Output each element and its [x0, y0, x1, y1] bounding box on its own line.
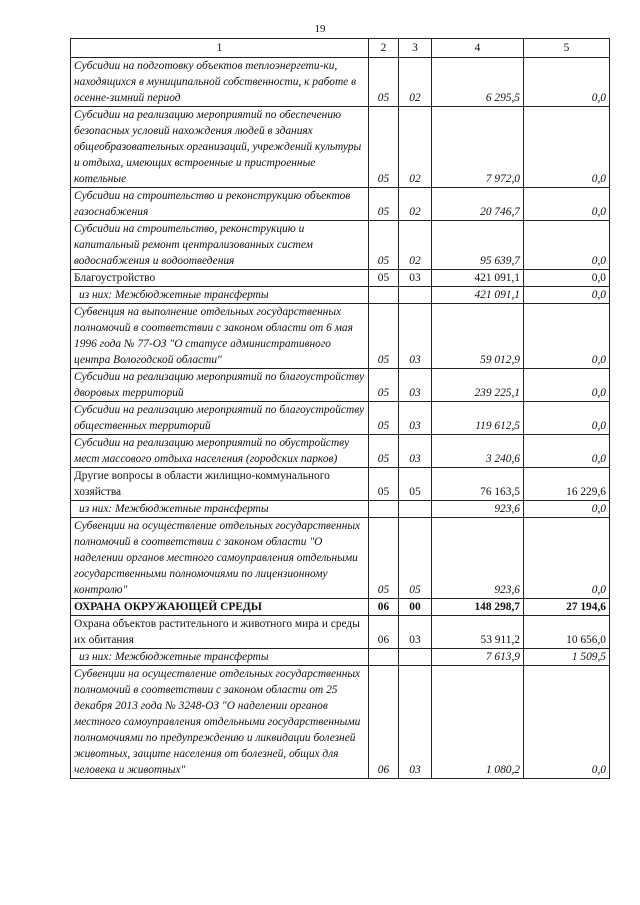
amount-cell: 1 080,2	[432, 666, 524, 779]
table-row	[71, 501, 610, 518]
federal-amount-cell: 0,0	[524, 107, 610, 188]
amount-cell: 3 240,6	[432, 435, 524, 468]
table-row	[71, 518, 610, 599]
subsection-code-cell	[399, 287, 432, 304]
subsection-code-cell: 02	[399, 188, 432, 221]
row-name-cell: Субсидии на строительство и реконструкцию объектов газоснабжения	[71, 188, 369, 221]
row-name-cell: Субвенция на выполнение отдельных государственных полномочий в соответствии с законом области от 6 мая 1996 года № 77-ОЗ "О статусе административного центра Вологодской области"	[71, 304, 369, 369]
section-code-cell: 06	[369, 666, 399, 779]
section-code-cell: 05	[369, 107, 399, 188]
subsection-code-cell: 05	[399, 518, 432, 599]
table-row	[71, 58, 610, 107]
section-code-cell: 05	[369, 435, 399, 468]
amount-cell: 53 911,2	[432, 616, 524, 649]
row-name-cell: Другие вопросы в области жилищно-коммунального хозяйства	[71, 468, 369, 501]
federal-amount-cell: 0,0	[524, 402, 610, 435]
section-code-cell: 05	[369, 468, 399, 501]
federal-amount-cell: 0,0	[524, 221, 610, 270]
amount-cell: 119 612,5	[432, 402, 524, 435]
federal-amount-cell: 1 509,5	[524, 649, 610, 666]
section-code-cell: 05	[369, 518, 399, 599]
section-code-cell: 05	[369, 369, 399, 402]
section-code-cell: 06	[369, 616, 399, 649]
amount-cell: 923,6	[432, 501, 524, 518]
table-row	[71, 468, 610, 501]
table-row	[71, 304, 610, 369]
amount-cell: 59 012,9	[432, 304, 524, 369]
subsection-code-cell: 03	[399, 402, 432, 435]
federal-amount-cell: 0,0	[524, 304, 610, 369]
table-row	[71, 107, 610, 188]
federal-amount-cell: 0,0	[524, 435, 610, 468]
amount-cell: 6 295,5	[432, 58, 524, 107]
section-code-cell	[369, 501, 399, 518]
federal-amount-cell: 0,0	[524, 501, 610, 518]
row-name-cell: Субвенции на осуществление отдельных государственных полномочий в соответствии с законом области "О наделении органов местного самоуправления отдельными государственными полномочиями по лицензионному контролю"	[71, 518, 369, 599]
subsection-code-cell: 03	[399, 304, 432, 369]
table-row	[71, 402, 610, 435]
amount-cell: 95 639,7	[432, 221, 524, 270]
budget-table	[70, 38, 610, 779]
header-cell-2: 2	[369, 39, 399, 58]
amount-cell: 148 298,7	[432, 599, 524, 616]
subsection-code-cell: 03	[399, 369, 432, 402]
table-row	[71, 599, 610, 616]
amount-cell: 76 163,5	[432, 468, 524, 501]
table-row	[71, 221, 610, 270]
amount-cell: 239 225,1	[432, 369, 524, 402]
amount-cell: 421 091,1	[432, 287, 524, 304]
federal-amount-cell: 0,0	[524, 270, 610, 287]
federal-amount-cell: 0,0	[524, 58, 610, 107]
header-cell-1: 1	[71, 39, 369, 58]
section-code-cell: 05	[369, 188, 399, 221]
header-cell-5: 5	[524, 39, 610, 58]
subsection-code-cell: 03	[399, 666, 432, 779]
subsection-code-cell	[399, 501, 432, 518]
amount-cell: 923,6	[432, 518, 524, 599]
federal-amount-cell: 0,0	[524, 518, 610, 599]
subsection-code-cell: 02	[399, 107, 432, 188]
table-row	[71, 435, 610, 468]
header-cell-3: 3	[399, 39, 432, 58]
row-name-cell: из них: Межбюджетные трансферты	[71, 649, 369, 666]
federal-amount-cell: 0,0	[524, 666, 610, 779]
row-name-cell: Благоустройство	[71, 270, 369, 287]
section-code-cell: 05	[369, 402, 399, 435]
row-name-cell: Субсидии на реализацию мероприятий по благоустройству общественных территорий	[71, 402, 369, 435]
table-header-row	[71, 39, 610, 58]
federal-amount-cell: 16 229,6	[524, 468, 610, 501]
subsection-code-cell: 03	[399, 270, 432, 287]
table-row	[71, 287, 610, 304]
section-code-cell: 05	[369, 221, 399, 270]
subsection-code-cell: 05	[399, 468, 432, 501]
table-row	[71, 270, 610, 287]
federal-amount-cell: 27 194,6	[524, 599, 610, 616]
subsection-code-cell	[399, 649, 432, 666]
row-name-cell: Субсидии на реализацию мероприятий по благоустройству дворовых территорий	[71, 369, 369, 402]
table-row	[71, 188, 610, 221]
row-name-cell: из них: Межбюджетные трансферты	[71, 501, 369, 518]
amount-cell: 20 746,7	[432, 188, 524, 221]
section-code-cell: 05	[369, 270, 399, 287]
row-name-cell: Субсидии на реализацию мероприятий по обустройству мест массового отдыха населения (городских парков)	[71, 435, 369, 468]
federal-amount-cell: 0,0	[524, 287, 610, 304]
section-code-cell	[369, 287, 399, 304]
row-name-cell: Субсидии на подготовку объектов теплоэнергети-ки, находящихся в муниципальной собственности, к работе в осенне-зимний период	[71, 58, 369, 107]
amount-cell: 7 972,0	[432, 107, 524, 188]
subsection-code-cell: 03	[399, 435, 432, 468]
table-row	[71, 369, 610, 402]
row-name-cell: Субсидии на реализацию мероприятий по обеспечению безопасных условий нахождения людей в зданиях общеобразовательных организаций, учреждений культуры и отдыха, имеющих встроенные и пристроенные котельные	[71, 107, 369, 188]
subsection-code-cell: 02	[399, 58, 432, 107]
section-code-cell: 05	[369, 58, 399, 107]
row-name-cell: ОХРАНА ОКРУЖАЮЩЕЙ СРЕДЫ	[71, 599, 369, 616]
table-row	[71, 616, 610, 649]
page-number: 19	[314, 23, 326, 35]
subsection-code-cell: 02	[399, 221, 432, 270]
table-row	[71, 649, 610, 666]
amount-cell: 7 613,9	[432, 649, 524, 666]
section-code-cell: 06	[369, 599, 399, 616]
amount-cell: 421 091,1	[432, 270, 524, 287]
table-row	[71, 666, 610, 779]
subsection-code-cell: 00	[399, 599, 432, 616]
row-name-cell: Субвенции на осуществление отдельных государственных полномочий в соответствии с законом области от 25 декабря 2013 года № 3248-ОЗ "О наделении органов местного самоуправления отдельными государственными полномочиями по предупреждению и ликвидации болезней животных, защите населения от болезней, общих для человека и животных"	[71, 666, 369, 779]
federal-amount-cell: 10 656,0	[524, 616, 610, 649]
row-name-cell: из них: Межбюджетные трансферты	[71, 287, 369, 304]
subsection-code-cell: 03	[399, 616, 432, 649]
row-name-cell: Охрана объектов растительного и животного мира и среды их обитания	[71, 616, 369, 649]
row-name-cell: Субсидии на строительство, реконструкцию и капитальный ремонт централизованных систем водоснабжения и водоотведения	[71, 221, 369, 270]
federal-amount-cell: 0,0	[524, 369, 610, 402]
header-cell-4: 4	[432, 39, 524, 58]
federal-amount-cell: 0,0	[524, 188, 610, 221]
section-code-cell	[369, 649, 399, 666]
section-code-cell: 05	[369, 304, 399, 369]
